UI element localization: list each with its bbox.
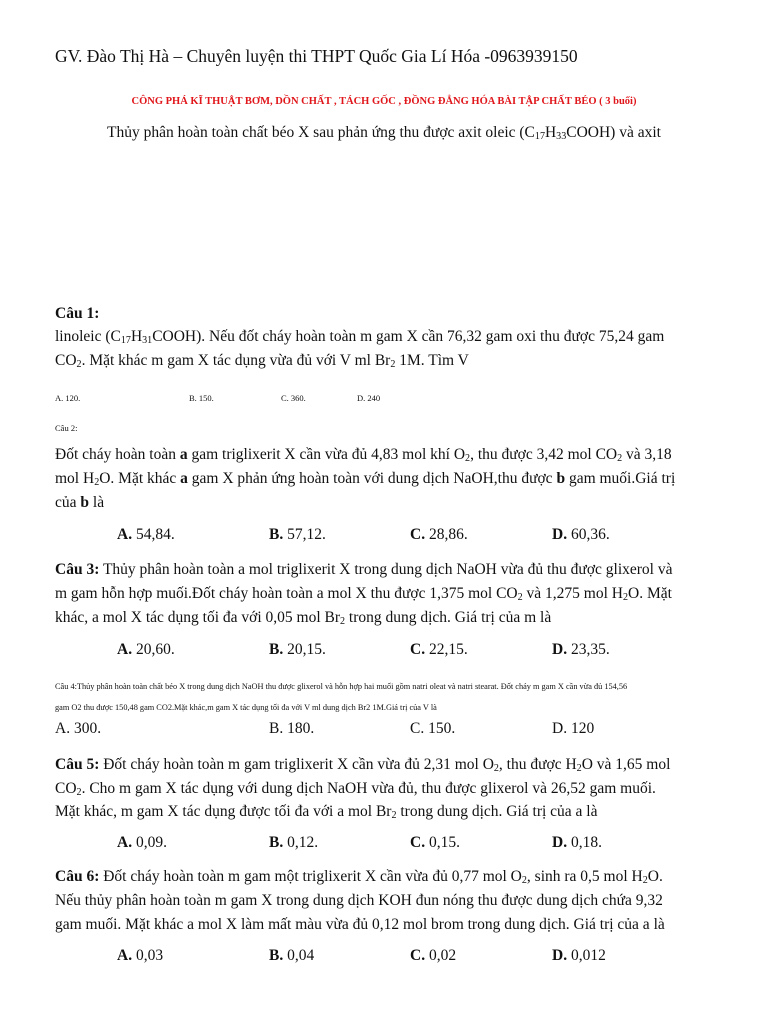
question-4-option-c: C. 150. — [410, 720, 456, 737]
question-3-option-a: A. 20,60. — [117, 641, 175, 658]
question-3-line-1: Câu 3: Thủy phân hoàn toàn a mol triglixerit X trong dung dịch NaOH vừa đủ thu được glixerol và — [55, 561, 673, 578]
question-5-option-a: A. 0,09. — [117, 834, 167, 851]
question-3-option-b: B. 20,15. — [269, 641, 326, 658]
question-2-option-c: C. 28,86. — [410, 526, 468, 543]
question-5-line-3: Mặt khác, m gam X tác dụng được tối đa với a mol $Br_2$ trong dung dịch. Giá trị của a là — [55, 803, 598, 821]
question-3-line-3: khác, a mol X tác dụng tối đa với 0,05 mol $Br_2$ trong dung dịch. Giá trị của m là — [55, 609, 552, 627]
question-1-label: Câu 1: — [55, 305, 100, 322]
question-2-line-1: Đốt cháy hoàn toàn a gam triglixerit X cần vừa đủ 4,83 mol khí $O_2$, thu được 3,42 mol $CO_2$ và 3,18 — [55, 446, 672, 464]
question-1-option-b: B. 150. — [189, 393, 214, 403]
question-1-option-c: C. 360. — [281, 393, 306, 403]
question-1-line-2: $CO_2$. Mặt khác m gam X tác dụng vừa đủ với V ml $Br_2$ 1M. Tìm V — [55, 352, 469, 370]
question-2-label: Câu 2: — [55, 423, 78, 433]
question-4-option-d: D. 120 — [552, 720, 595, 737]
question-6-label: Câu 6: — [55, 868, 100, 885]
question-2-option-d: D. 60,36. — [552, 526, 610, 543]
question-6-line-1: Câu 6: Đốt cháy hoàn toàn m gam một triglixerit X cần vừa đủ 0,77 mol $O_2$, sinh ra 0,5 mol $H_2O$. — [55, 868, 663, 886]
question-3-option-d: D. 23,35. — [552, 641, 610, 658]
question-4-option-b: B. 180. — [269, 720, 315, 737]
question-5-line-1: Câu 5: Đốt cháy hoàn toàn m gam triglixerit X cần vừa đủ 2,31 mol $O_2$, thu được $H_2O$ và 1,65 mol — [55, 756, 671, 774]
question-2-option-b: B. 57,12. — [269, 526, 326, 543]
question-2-line-3: của b là — [55, 494, 105, 511]
question-6-option-b: B. 0,04 — [269, 947, 315, 964]
question-5-option-c: C. 0,15. — [410, 834, 460, 851]
question-4-option-a: A. 300. — [55, 720, 102, 737]
teacher-header: GV. Đào Thị Hà – Chuyên luyện thi THPT Quốc Gia Lí Hóa -0963939150 — [55, 46, 578, 66]
question-2-option-a: A. 54,84. — [117, 526, 175, 543]
question-5-label: Câu 5: — [55, 756, 100, 773]
question-3-option-c: C. 22,15. — [410, 641, 468, 658]
question-3-line-2: m gam hỗn hợp muối.Đốt cháy hoàn toàn a mol X thu được 1,375 mol $CO_2$ và 1,275 mol $H_2O$. Mặt — [55, 585, 672, 603]
question-5-line-2: $CO_2$. Cho m gam X tác dụng với dung dịch NaOH vừa đủ, thu được glixerol và 26,52 gam muối. — [55, 780, 656, 798]
question-5-option-d: D. 0,18. — [552, 834, 602, 851]
question-1-option-a: A. 120. — [55, 393, 81, 403]
question-4-line-1: Câu 4:Thủy phân hoàn toàn chất béo X trong dung dịch NaOH thu được glixerol và hỗn hợp hai muối gồm natri oleat và natri stearat. Đốt cháy m gam X cần vừa đủ 154,56 — [55, 682, 628, 691]
question-6-line-3: gam muối. Mặt khác a mol X làm mất màu vừa đủ 0,12 mol brom trong dung dịch. Giá trị của a là — [55, 916, 665, 933]
question-6-line-2: Nếu thủy phân hoàn toàn m gam X trong dung dịch KOH đun nóng thu được dung dịch chứa 9,32 — [55, 892, 663, 909]
question-2-line-2: mol $H_2O$. Mặt khác a gam X phản ứng hoàn toàn với dung dịch NaOH,thu được b gam muối.Giá trị — [55, 470, 676, 488]
question-4-line-2: gam O2 thu được 150,48 gam CO2.Mặt khác,m gam X tác dụng tối đa với V ml dung dịch Br2 1M.Giá trị của V là — [55, 703, 437, 712]
question-6-option-c: C. 0,02 — [410, 947, 457, 964]
question-6-option-d: D. 0,012 — [552, 947, 606, 964]
question-5-option-b: B. 0,12. — [269, 834, 319, 851]
question-1-line-1: linoleic $(C_{17}H_{31}COOH)$. Nếu đốt cháy hoàn toàn m gam X cần 76,32 gam oxi thu được 75,24 gam — [55, 328, 665, 346]
intro-text: Thủy phân hoàn toàn chất béo X sau phản ứng thu được axit oleic $(C_{17}H_{33}COOH)$ và axit — [107, 124, 661, 142]
worksheet-subtitle: CÔNG PHÁ KĨ THUẬT BƠM, DỒN CHẤT , TÁCH GỐC , ĐỒNG ĐẲNG HÓA BÀI TẬP CHẤT BÉO ( 3 buổi) — [131, 96, 637, 107]
question-3-label: Câu 3: — [55, 561, 100, 578]
question-6-option-a: A. 0,03 — [117, 947, 164, 964]
question-1-option-d: D. 240 — [357, 393, 381, 403]
